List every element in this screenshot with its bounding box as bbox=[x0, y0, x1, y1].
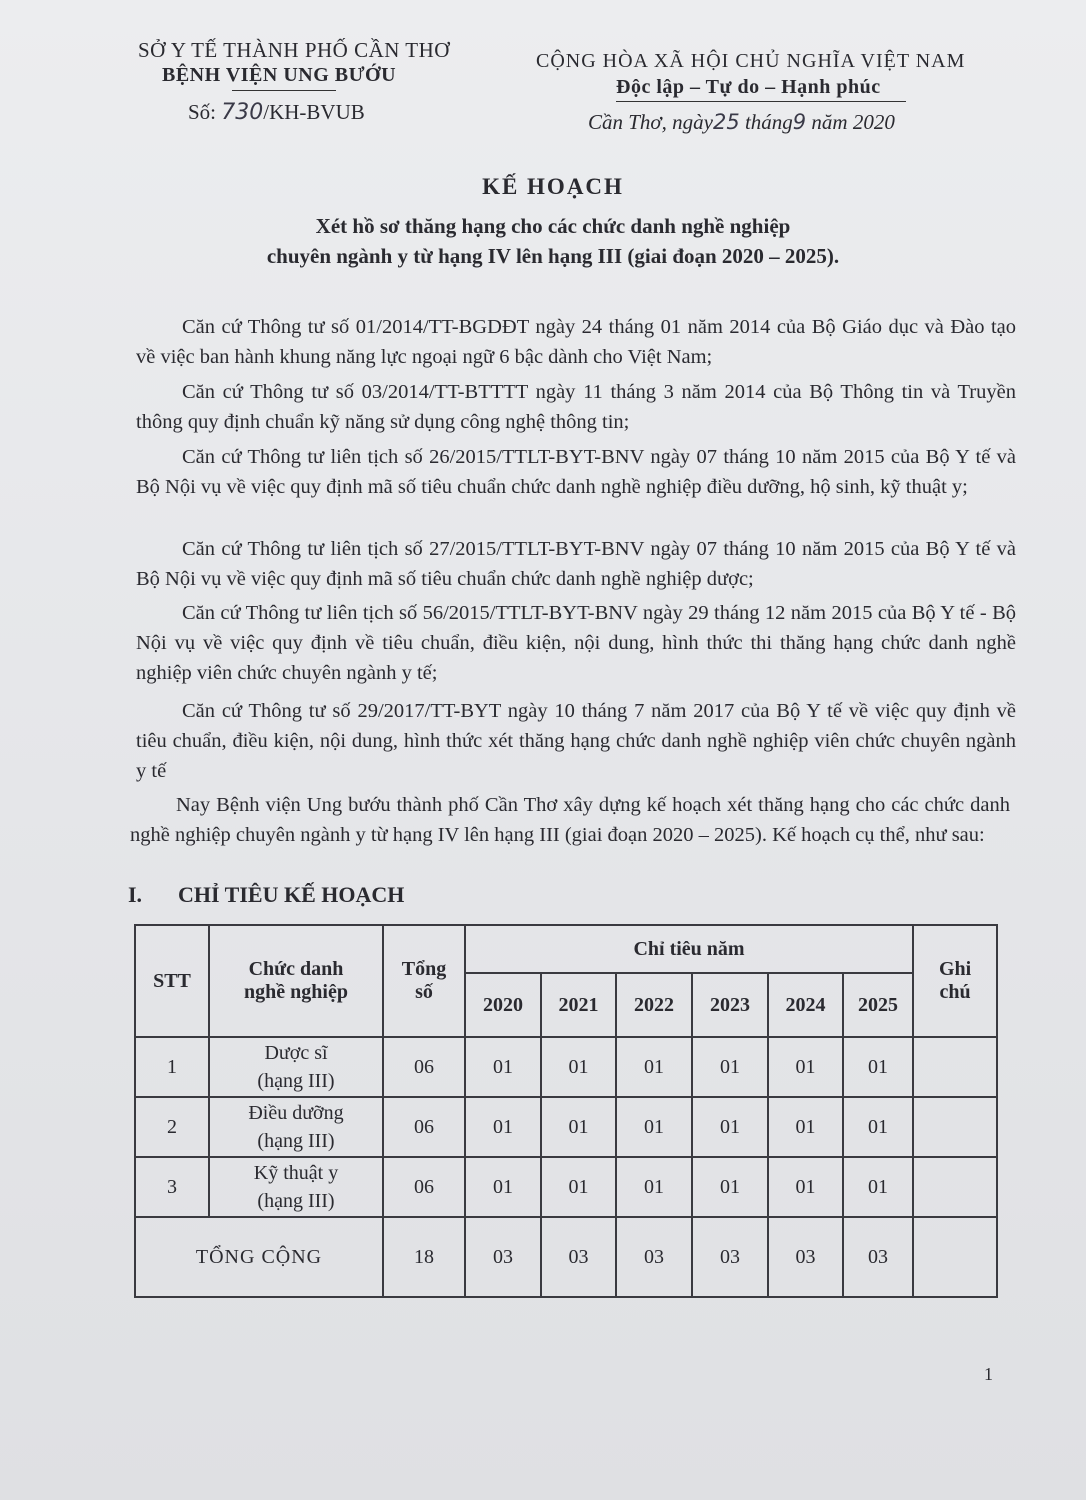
date-day: 25 bbox=[712, 110, 740, 134]
table-header-row bbox=[135, 925, 997, 973]
section-heading bbox=[128, 882, 404, 908]
header-stt: STT bbox=[135, 925, 209, 1037]
cell-value: 01 bbox=[768, 1157, 843, 1217]
date-month: 9 bbox=[792, 110, 807, 134]
cell-sum-value: 03 bbox=[692, 1217, 768, 1297]
cell-value: 01 bbox=[692, 1157, 768, 1217]
cell-value: 01 bbox=[843, 1037, 913, 1097]
header-year: 2022 bbox=[616, 973, 692, 1037]
cell-stt: 3 bbox=[135, 1157, 209, 1217]
doc-no-label: Số: bbox=[188, 100, 217, 124]
cell-grand-total: 18 bbox=[383, 1217, 465, 1297]
paragraph-legal-basis-6: Căn cứ Thông tư số 29/2017/TT-BYT ngày 10 tháng 7 năm 2017 của Bộ Y tế về việc quy định về tiêu chuẩn, điều kiện, nội dung, hình thức xét thăng hạng chức danh nghề nghiệp viên chức chuyên ngành y tế bbox=[136, 700, 1016, 782]
cell-note bbox=[913, 1037, 997, 1097]
cell-total-label: TỔNG CỘNG bbox=[135, 1217, 383, 1297]
header-year: 2025 bbox=[843, 973, 913, 1037]
header-year: 2020 bbox=[465, 973, 541, 1037]
cell-value: 01 bbox=[465, 1157, 541, 1217]
cell-value: 01 bbox=[541, 1037, 616, 1097]
cell-job-title: Dược sĩ (hạng III) bbox=[209, 1037, 383, 1097]
cell-value: 01 bbox=[616, 1097, 692, 1157]
cell-value: 01 bbox=[843, 1097, 913, 1157]
paragraph-legal-basis-1: Căn cứ Thông tư số 01/2014/TT-BGDĐT ngày 24 tháng 01 năm 2014 của Bộ Giáo dục và Đào tạo về việc ban hành khung năng lực ngoại ngữ 6 bậc dành cho Việt Nam; bbox=[136, 316, 1016, 368]
section-number: I. bbox=[128, 882, 143, 907]
cell-value: 01 bbox=[768, 1037, 843, 1097]
header-year: 2021 bbox=[541, 973, 616, 1037]
header-total: Tổng số bbox=[383, 925, 465, 1037]
cell-sum-value: 03 bbox=[465, 1217, 541, 1297]
section-title: CHỈ TIÊU KẾ HOẠCH bbox=[178, 882, 405, 907]
paragraph-legal-basis-3: Căn cứ Thông tư liên tịch số 26/2015/TTLT-BYT-BNV ngày 07 tháng 10 năm 2015 của Bộ Y tế và Bộ Nội vụ về việc quy định mã số tiêu chuẩn chức danh nghề nghiệp điều dưỡng, hộ sinh, kỹ thuật y; bbox=[136, 446, 1016, 498]
date-suffix: năm 2020 bbox=[811, 110, 895, 134]
header-year: 2023 bbox=[692, 973, 768, 1037]
paragraph-legal-basis-2: Căn cứ Thông tư số 03/2014/TT-BTTTT ngày 11 tháng 3 năm 2014 của Bộ Thông tin và Truyền thông quy định chuẩn kỹ năng sử dụng công nghệ thông tin; bbox=[136, 381, 1016, 433]
cell-value: 01 bbox=[843, 1157, 913, 1217]
cell-job-title: Kỹ thuật y (hạng III) bbox=[209, 1157, 383, 1217]
date-prefix: Cần Thơ, ngày bbox=[588, 110, 713, 134]
table-total-row bbox=[135, 1217, 997, 1297]
paragraph-legal-basis-5: Căn cứ Thông tư liên tịch số 56/2015/TTLT-BYT-BNV ngày 29 tháng 12 năm 2015 của Bộ Y tế - Bộ Nội vụ về việc quy định về tiêu chuẩn, điều kiện, nội dung, hình thức thi thăng hạng chức danh nghề nghiệp viên chức chuyên ngành y tế; bbox=[136, 602, 1016, 684]
plan-target-table bbox=[134, 924, 998, 1298]
hospital-underline bbox=[232, 90, 336, 91]
motto-underline bbox=[616, 101, 906, 102]
cell-value: 01 bbox=[692, 1097, 768, 1157]
cell-value: 01 bbox=[465, 1097, 541, 1157]
page-number: 1 bbox=[984, 1364, 993, 1384]
document-subtitle-line1: Xét hồ sơ thăng hạng cho các chức danh nghề nghiệp bbox=[315, 214, 791, 238]
header-year: 2024 bbox=[768, 973, 843, 1037]
header-job-title: Chức danh nghề nghiệp bbox=[209, 925, 383, 1037]
hospital-name: BỆNH VIỆN UNG BƯỚU bbox=[162, 64, 397, 86]
cell-total: 06 bbox=[383, 1097, 465, 1157]
cell-total: 06 bbox=[383, 1037, 465, 1097]
table-row bbox=[135, 1037, 997, 1097]
cell-note bbox=[913, 1157, 997, 1217]
cell-value: 01 bbox=[541, 1097, 616, 1157]
cell-value: 01 bbox=[616, 1157, 692, 1217]
document-title: KẾ HOẠCH bbox=[482, 174, 624, 199]
cell-value: 01 bbox=[692, 1037, 768, 1097]
cell-value: 01 bbox=[768, 1097, 843, 1157]
cell-sum-value: 03 bbox=[541, 1217, 616, 1297]
table-row bbox=[135, 1097, 997, 1157]
cell-note bbox=[913, 1097, 997, 1157]
cell-sum-value: 03 bbox=[616, 1217, 692, 1297]
cell-sum-value: 03 bbox=[768, 1217, 843, 1297]
date-month-label: tháng bbox=[744, 110, 793, 134]
document-number bbox=[188, 100, 365, 125]
doc-no-suffix: /KH-BVUB bbox=[263, 100, 365, 124]
table-row bbox=[135, 1157, 997, 1217]
header-note: Ghi chú bbox=[913, 925, 997, 1037]
national-title: CỘNG HÒA XÃ HỘI CHỦ NGHĨA VIỆT NAM bbox=[536, 50, 966, 72]
cell-value: 01 bbox=[465, 1037, 541, 1097]
cell-note bbox=[913, 1217, 997, 1297]
cell-total: 06 bbox=[383, 1157, 465, 1217]
national-motto: Độc lập – Tự do – Hạnh phúc bbox=[616, 76, 881, 98]
cell-stt: 1 bbox=[135, 1037, 209, 1097]
issue-date bbox=[588, 110, 895, 135]
doc-no-handwritten: 730 bbox=[221, 100, 264, 125]
document-subtitle-line2: chuyên ngành y từ hạng IV lên hạng III (giai đoạn 2020 – 2025). bbox=[266, 244, 840, 268]
header-annual-target: Chỉ tiêu năm bbox=[465, 925, 913, 973]
department-name: SỞ Y TẾ THÀNH PHỐ CẦN THƠ bbox=[138, 38, 450, 62]
paragraph-legal-basis-4: Căn cứ Thông tư liên tịch số 27/2015/TTLT-BYT-BNV ngày 07 tháng 10 năm 2015 của Bộ Y tế và Bộ Nội vụ về việc quy định mã số tiêu chuẩn chức danh nghề nghiệp dược; bbox=[136, 538, 1016, 590]
cell-value: 01 bbox=[616, 1037, 692, 1097]
paragraph-plan-intro: Nay Bệnh viện Ung bướu thành phố Cần Thơ xây dựng kế hoạch xét thăng hạng cho các chức danh nghề nghiệp chuyên ngành y từ hạng IV lên hạng III (giai đoạn 2020 – 2025). Kế hoạch cụ thể, như sau: bbox=[130, 794, 1010, 846]
cell-sum-value: 03 bbox=[843, 1217, 913, 1297]
cell-value: 01 bbox=[541, 1157, 616, 1217]
cell-stt: 2 bbox=[135, 1097, 209, 1157]
cell-job-title: Điều dưỡng (hạng III) bbox=[209, 1097, 383, 1157]
